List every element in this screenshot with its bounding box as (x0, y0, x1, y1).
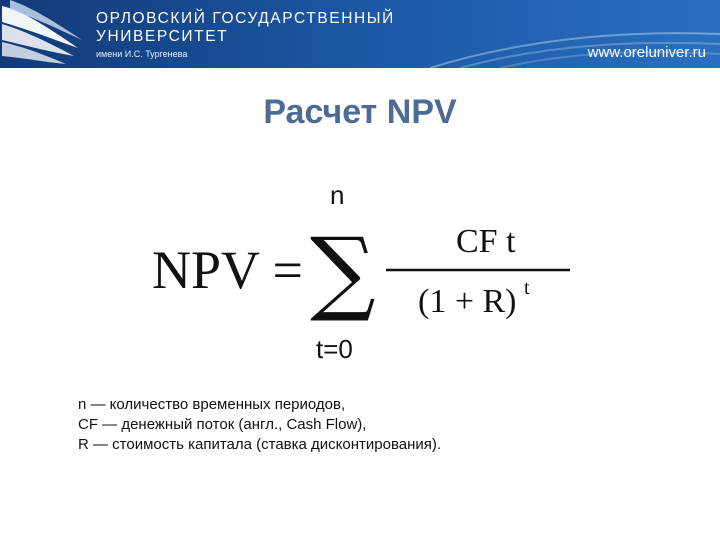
formula-lhs: NPV = (152, 240, 304, 300)
sum-symbol: ∑ (310, 218, 376, 325)
website-link[interactable]: www.oreluniver.ru (587, 44, 706, 61)
bird-wing-logo-icon (0, 0, 90, 68)
slide-title: Расчет NPV (263, 93, 457, 131)
slide-header-band (0, 0, 720, 68)
legend-line: CF — денежный поток (англ., Cash Flow), (78, 416, 367, 433)
fraction-exponent: t (524, 277, 530, 299)
sum-lower-limit: t=0 (316, 334, 353, 364)
npv-formula (150, 170, 590, 370)
legend-line: n — количество временных периодов, (78, 396, 346, 413)
legend-line: R — стоимость капитала (ставка дисконтирования). (78, 436, 442, 453)
university-subtitle: имени И.С. Тургенева (96, 49, 188, 59)
fraction-numerator: CF t (456, 223, 516, 260)
sum-upper-limit: n (330, 180, 345, 210)
variable-legend (78, 395, 441, 455)
fraction-denominator: (1 + R) (418, 283, 517, 320)
university-name-line2: УНИВЕРСИТЕТ (96, 28, 229, 45)
university-name-line1: ОРЛОВСКИЙ ГОСУДАРСТВЕННЫЙ (96, 10, 395, 27)
